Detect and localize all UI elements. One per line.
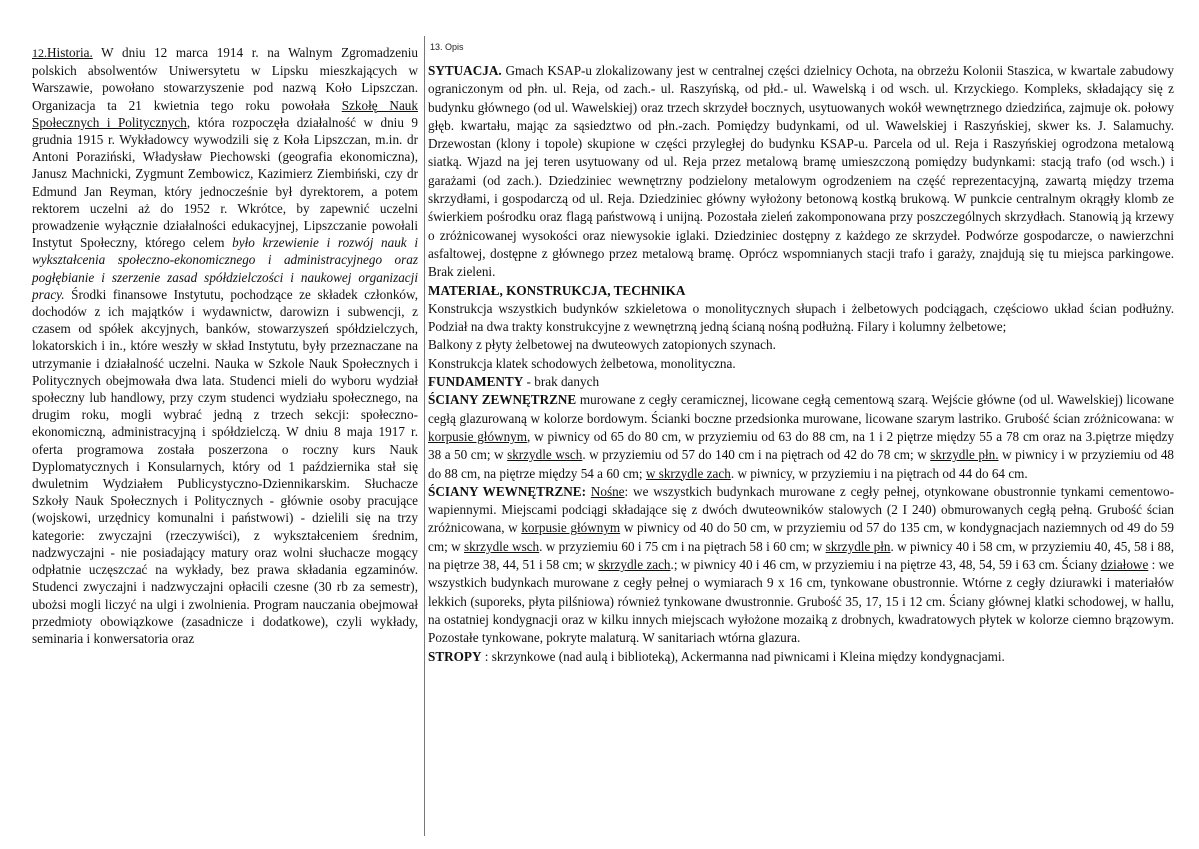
history-text-2: , która rozpoczęła działalność w dniu 9 grudnia 1915 r. Wykładowcy wywodzili się z Koła Lipszczan, m.in. dr Antoni Poraziński, Władysław Piechowski (geografia ekonomiczna), Janusz Machnicki, Zygmunt Zembowicz, Kazimierz Ziembiński, czy dr Edmund Jan Reyman, który jednocześnie był dyrektorem, a potem rektorem uczelni aż do 1952 r. Wkrótce, by zapewnić uczelni prowadzenie wyłącznie działalności edukacyjnej, Lipszczanie powołali Instytut Społeczny, którego celem [32, 114, 418, 251]
fundamenty-paragraph [428, 373, 1174, 391]
sciany-wewnetrzne-paragraph [428, 483, 1174, 648]
material-text-2: Balkony z płyty żelbetowej na dwuteowych zatopionych szynach. [428, 337, 776, 353]
history-paragraph [32, 44, 418, 647]
section-number: 12. [32, 46, 47, 60]
stropy-text: : skrzynkowe (nad aulą i biblioteką), Ackermanna nad piwnicami i Kleina między kondygnacjami. [481, 648, 1005, 664]
stropy-paragraph [428, 648, 1174, 666]
sytuacja-text: Gmach KSAP-u zlokalizowany jest w centralnej części dzielnicy Ochota, na obrzeżu Kolonii Staszica, w kwartale zabudowy ograniczonym od płn. ul. Reja, od zach.- ul. Raszyńską, od płd.- ul. Wawelską i od wsch. ul. Krzyckiego. Kompleks, składający się z budynku głównego (od ul. Wawelskiej) oraz trzech skrzydeł bocznych, usytuowanych wokół wewnętrznego dziedzińca, zajmuje ok. połowy głęb. kwartału, mając za sąsiedztwo od płn.-zach. Pomiędzy budynkami, od ul. Wawelskiej i Raszyńskiej, skwer ks. J. Salamuchy. Drzewostan (klony i topole) skupione w części przyległej do budynku KSAP-u. Parcela od ul. Reja i Raszyńskiej ogrodzona metalową siatką. Wjazd na jej teren usytuowany od ul. Reja przez metalową bramę umieszczoną pomiędzy budynkami: stacją trafo (od wsch.) i garażami (od zach.). Dziedziniec wewnętrzny podzielony metalowym ogrodzeniem na część reprezentacyjną, zawartą między trzema skrzydłami, i gospodarczą od ul. Reja. Dziedziniec główny wyłożony betonową kostką brukową. W punkcie centralnym okrągły klomb ze świerkiem pośrodku oraz flagą państwową i unijną. Pozostała zieleń zakomponowana przy poszczególnych skrzydłach. Stanowią ją krzewy o zróżnicowanej wysokości oraz niewysokie iglaki. Dziedziniec dostępny z każdego ze skrzydeł. Podwórze gospodarcze, o nawierzchni asfaltowej, dostępne z głównego przez metalową bramę. Oprócz wspomnianych stacji trafo i garaży, znajdują się tu miejsca parkingowe. Brak zieleni. [428, 63, 1174, 280]
description-column [428, 44, 1174, 666]
wew-term-0: Nośne [590, 483, 625, 499]
stropy-heading: STROPY [428, 648, 482, 664]
wew-term-4: skrzydle zach [598, 557, 671, 573]
wew-text-e: .; w piwnicy 40 i 46 cm, w przyziemiu i na piętrze 43, 48, 54, 59 i 63 cm. Ściany [670, 557, 1101, 573]
material-text-1: Konstrukcja wszystkich budynków szkieletowa o monolitycznych słupach i żelbetowych podciągach, częściowo układ ścian podłużny. Podział na dwa trakty konstrukcyjne z wewnętrzną jedną ścianą nośną podłużną. Filary i kolumny żelbetowe; [428, 300, 1174, 335]
wew-term-2: skrzydle wsch [464, 538, 540, 554]
school-name: Szkołę Nauk Społecznych i Politycznych [32, 97, 418, 130]
zew-term-2: skrzydle wsch [507, 447, 583, 463]
zew-text-a: murowane z cegły ceramicznej, licowane cegłą cementową szarą. Wejście główne (od ul. Wawelskiej) licowane cegłą glazurowaną w kolorze bordowym. Ścianki boczne przedsionka murowane, licowane szarym lastriko. Grubość ścian zróżnicowana: w [428, 392, 1174, 426]
wew-text-c: . w przyziemiu 60 i 75 cm i na piętrach 58 i 60 cm; w [539, 538, 826, 554]
zew-term-4: w skrzydle zach [645, 465, 731, 481]
institute-goal: było krzewienie i rozwój nauk i wykształcenia społeczno-ekonomicznego i administracyjnego oraz pogłębianie i szerzenie zasad spółdzielczości i naukowej organizacji pracy. [32, 235, 419, 302]
fundamenty-heading: FUNDAMENTY [428, 374, 524, 390]
zew-text-d: w piwnicy i w przyziemiu od 48 do 88 cm, na piętrze między 54 a 60 cm; [428, 447, 1175, 481]
zew-text-e: . w piwnicy, w przyziemiu i na piętrach od 44 do 64 cm. [730, 465, 1028, 481]
wew-text-a: : we wszystkich budynkach murowane z cegły pełnej, otynkowane obustronnie tynkami cementowo-wapiennymi. Miejscami podciągi składające się z dwóch dwuteowników stalowych (2 I 240) obmurowanych cegłą pełną. Grubość ścian zróżnicowana, w [428, 483, 1175, 536]
wew-text-f: : we wszystkich budynkach murowane z cegły pełnej o wymiarach 9 x 16 cm, tynkowane obustronnie. Wtórne z cegły dziurawki i materiałów lekkich (suporeks, płyta pilśniowa) również tynkowane dwustronnie. Grubość 35, 17, 15 i 12 cm. Ściany głównej klatki schodowej, w hallu, na ostatniej kondygnacji oraz w kilku innych miejscach wyłożone mozaiką z drobnych, kwadratowych płytek w kolorze ciemno brązowym. Pozostałe tynkowane, pokryte malaturą. W sanitariach wtórna glazura. [428, 557, 1174, 646]
sytuacja-heading: SYTUACJA. [428, 63, 502, 78]
section-label: 13. Opis [430, 42, 464, 52]
column-divider [424, 36, 425, 836]
material-heading-text: MATERIAŁ, KONSTRUKCJA, TECHNIKA [428, 282, 686, 298]
zew-text-c: . w przyziemiu od 57 do 140 cm i na piętrach od 42 do 78 cm; w [582, 447, 931, 463]
wew-text-d: . w piwnicy 40 i 58 cm, w przyziemiu 40, 45, 58 i 88, na piętrze 38, 44, 51 i 58 cm; w [428, 538, 1175, 573]
wew-term-5: działowe [1100, 557, 1149, 573]
section-title: Historia. [47, 45, 93, 60]
fundamenty-text: - brak danych [523, 374, 600, 390]
zew-term-3: skrzydle płn. [930, 447, 999, 463]
zew-text-b: , w piwnicy od 65 do 80 cm, w przyziemiu od 63 do 88 cm, na 1 i 2 piętrze między 55 a 78 cm oraz na 3.piętrze między 38 a 50 cm; w [428, 428, 1174, 463]
material-text-3: Konstrukcja klatek schodowych żelbetowa, monolityczna. [428, 355, 736, 371]
history-column [32, 44, 418, 647]
sciany-wewnetrzne-heading: ŚCIANY WEWNĘTRZNE: [428, 483, 586, 499]
wew-term-3: skrzydle płn [825, 538, 891, 554]
wew-text-b: w piwnicy od 40 do 50 cm, w przyziemiu od 57 do 135 cm, w kondygnacjach naziemnych od 49 do 59 cm; w [428, 520, 1174, 554]
zew-term-1: korpusie głównym [428, 428, 528, 444]
history-text-3: Środki finansowe Instytutu, pochodzące ze składek członków, dochodów z ich majątków i wydawnictw, darowizn i subwencji, z czasem od spółek akcyjnych, banków, stowarzyszeń spółdzielczych, lokatorskich i in., które weszły w skład Instytutu, były przeznaczane na utrzymanie i działalność uczelni. Nauka w Szkole Nauk Społecznych i Politycznych obejmowała dwa lata. Studenci mieli do wyboru wydział społeczny lub handlowy, przy czym studenci wydziału społecznego, na drugim roku, mogli wybrać jedną z trzech sekcji: społeczno-ekonomiczną, administracyjną i spółdzielczą. W dniu 8 maja 1917 r. oferta programowa została poszerzona o roczny kurs Nauk Dyplomatycznych i Konsularnych, który od 1 października stał się dwuletnim Wydziałem Publicystyczno-Dziennikarskim. Słuchacze Szkoły Nauk Społecznych i Politycznych - głównie osoby pracujące (wojskowi, urzędnicy komunalni i państwowi) - dzielili się na trzy kategorie: zwyczajni (rzeczywiści), z wykształceniem średnim, nadzwyczajni - nie posiadający matury oraz wolni słuchacze mogący odpłatnie uczęszczać na wykłady, bez prawa składania egzaminów. Studenci zwyczajni i nadzwyczajni opłacili czesne (30 rb za semestr), ubożsi mogli liczyć na ulgi i zwolnienia. Program nauczania obejmował przedmioty obowiązkowe (zasadnicze i dodatkowe), czyli wykłady, seminaria i konwersatoria oraz [32, 286, 418, 646]
history-text-1: W dniu 12 marca 1914 r. na Walnym Zgromadzeniu polskich absolwentów Uniwersytetu w Lipsku mieszkających w Warszawie, powołano stowarzyszenie pod nazwą Koło Lipszczan. Organizacja ta 21 kwietnia tego roku powołała [32, 45, 418, 113]
sciany-zewnetrzne-heading: ŚCIANY ZEWNĘTRZNE [428, 392, 577, 408]
sciany-zewnetrzne-paragraph [428, 391, 1174, 482]
material-heading [428, 282, 1174, 300]
sytuacja-paragraph [428, 62, 1174, 282]
wew-term-1: korpusie głównym [521, 520, 621, 536]
